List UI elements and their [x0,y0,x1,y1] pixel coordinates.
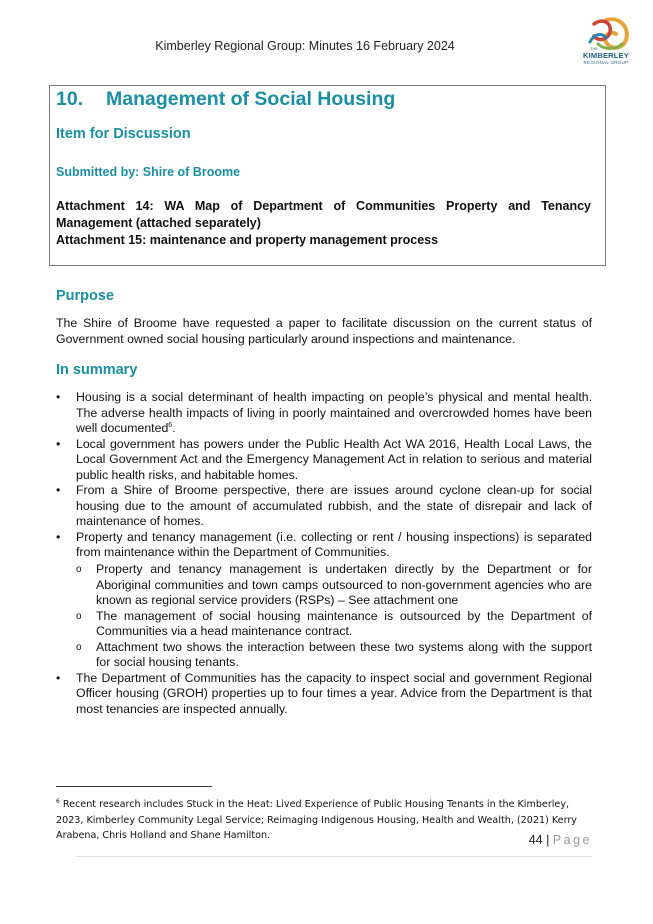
summary-list [56,390,592,561]
list-item-text: The Department of Communities has the capacity to inspect social and government Regional Officer housing (GROH) properties up to four times a year. Advice from the Department is that most tenancies are inspected annually. [76,670,592,716]
submitted-by: Submitted by: Shire of Broome [56,165,241,179]
page-number [496,833,592,847]
sub-list-item [56,609,592,640]
list-item-text: Property and tenancy management (i.e. collecting or rent / housing inspections) is separated from maintenance within the Department of Communities. [76,529,592,559]
footnote-ref[interactable]: 6 [168,421,173,429]
agenda-item-title: Management of Social Housing [106,88,396,110]
logo-text-name: KIMBERLEY [583,51,629,60]
page-label: Page [552,833,592,847]
list-item [56,390,592,437]
page-number-value: 44 [528,833,543,847]
purpose-text: The Shire of Broome have requested a paper to facilitate discussion on the current status of Government owned social housing particularly around inspections and maintenance. [56,316,592,346]
logo-text-small: THE [590,46,598,51]
list-item-text-end: . [172,421,176,435]
sub-bullet-icon: o [76,564,82,575]
footnote-text: Recent research includes Stuck in the Heat: Lived Experience of Public Housing Tenants in the Kimberley, 2023, Kimberley Community Legal Service; Reimaging Indigenous Housing, Health and Wealth, (2021) Kerry Arabena, Chris Holland and Shane Hamilton. [56,799,577,841]
logo-text-tagline: REGIONAL GROUP [583,60,629,65]
header-title: Kimberley Regional Group: Minutes 16 February 2024 [155,39,455,53]
bullet-icon: • [56,390,61,404]
footnote-number: 6 [56,797,60,805]
sub-list-item-text: Property and tenancy management is undertaken directly by the Department or for Aboriginal communities and town camps outsourced to non-government agencies who are known as regional service providers (RSPs) – See attachment one [96,562,592,607]
sub-bullet-icon: o [76,610,82,622]
sub-list [56,562,592,671]
agenda-item-number: 10. [56,88,84,110]
summary-heading: In summary [56,362,138,378]
sub-list-wrapper [56,562,592,671]
agenda-item-subtitle: Item for Discussion [56,126,191,142]
footer-divider [76,856,592,857]
list-item [56,483,592,530]
sub-bullet-icon: o [76,641,82,653]
page-separator: | [542,833,553,847]
attachment-item: Attachment 15: maintenance and property management process [56,233,439,247]
list-item [56,671,592,718]
sub-list-item-text: Attachment two shows the interaction between these two systems along with the support for social housing tenants. [96,639,592,669]
attachments-list [56,198,591,249]
list-item-text: Housing is a social determinant of health impacting on people’s physical and mental health. The adverse health impacts of living in poorly maintained and overcrowded homes have been well documented [76,390,592,435]
purpose-heading: Purpose [56,288,115,304]
bullet-icon: • [56,483,61,497]
agenda-item-heading [56,88,395,111]
sub-list-item-text: The management of social housing maintenance is outsourced by the Department of Communities via a head maintenance contract. [96,608,592,638]
sub-list-item [56,562,592,609]
list-item-text: From a Shire of Broome perspective, there are issues around cyclone clean-up for social housing due to the amount of accumulated rubbish, and the state of disrepair and lack of maintenance of homes. [76,483,592,528]
summary-sub-list [56,562,592,717]
bullet-icon: • [56,670,61,685]
bullet-icon: • [56,529,61,544]
list-item [56,530,592,561]
footnote-divider [56,786,212,787]
attachment-item: Attachment 14: WA Map of Department of Communities Property and Tenancy Management (attached separately) [56,199,591,230]
list-item [56,437,592,484]
sub-list-item [56,640,592,671]
list-item-text: Local government has powers under the Public Health Act WA 2016, Health Local Laws, the Local Government Act and the Emergency Management Act in relation to serious and material public health risks, and habitable homes. [76,436,592,482]
bullet-icon: • [56,436,61,451]
